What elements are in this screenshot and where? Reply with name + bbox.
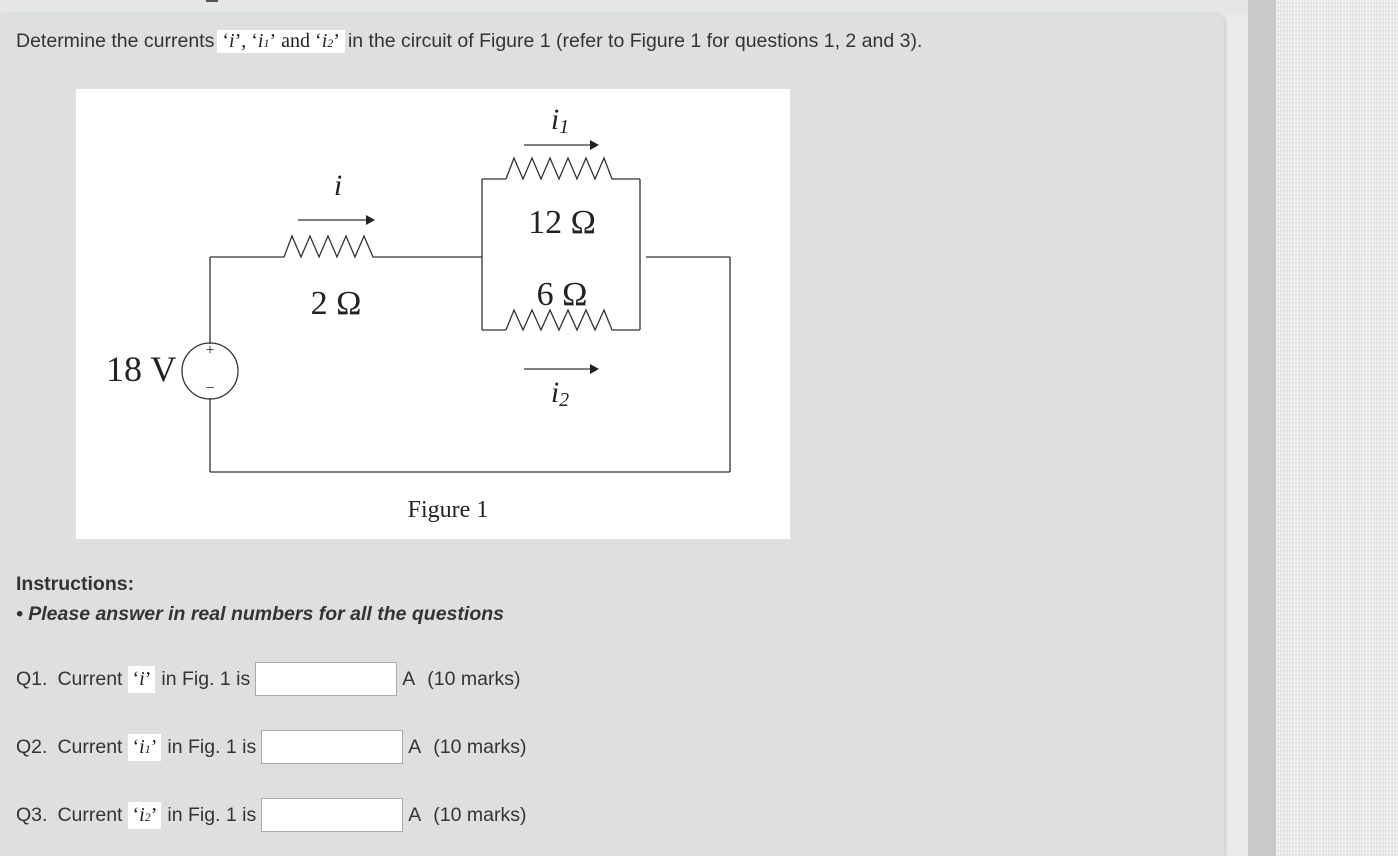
top-mark <box>206 0 218 2</box>
unit-label: A <box>408 735 422 758</box>
question-number: Q2. <box>16 735 48 758</box>
intro-after: in the circuit of Figure 1 (refer to Figure 1 for questions 1, 2 and 3). <box>347 30 923 52</box>
source-minus: − <box>205 380 215 397</box>
question-number: Q1. <box>16 667 48 690</box>
intro-before: Determine the currents <box>16 30 215 52</box>
current-i1-label: i1 <box>550 103 570 138</box>
source-plus: + <box>205 342 215 359</box>
page-gutter <box>1248 0 1276 856</box>
question-variable: ‘ i 2 ’ <box>128 802 161 829</box>
circuit-diagram <box>76 89 790 539</box>
question-prefix: Current <box>57 735 123 758</box>
question-text <box>16 30 922 53</box>
variable-highlight: ‘ i ’, ‘ i 1 ’ and ‘ i 2 ’ <box>217 30 345 53</box>
question-number: Q3. <box>16 803 48 826</box>
top-strip <box>0 0 1248 14</box>
arrow-i-head <box>366 215 375 225</box>
question-variable: ‘ i 1 ’ <box>128 734 161 761</box>
question-suffix: in Fig. 1 is <box>167 803 257 826</box>
question-suffix: in Fig. 1 is <box>161 667 251 690</box>
r-bottom-label: 6 Ω <box>536 276 588 313</box>
question-var-sub: 1 <box>144 741 151 756</box>
question-suffix: in Fig. 1 is <box>167 735 257 758</box>
arrow-i2-head <box>590 364 599 374</box>
question-row-1 <box>16 662 520 696</box>
var-i2: i <box>321 30 328 52</box>
current-i-label: i <box>333 169 343 202</box>
unit-label: A <box>402 667 416 690</box>
circuit-figure <box>76 89 790 539</box>
unit-label: A <box>408 803 422 826</box>
question-var: i <box>139 803 145 826</box>
instructions-bullet: • Please answer in real numbers for all the questions <box>16 603 504 625</box>
marks-label: (10 marks) <box>433 803 527 826</box>
source-label: 18 V <box>106 349 177 389</box>
var-i2-sub: 2 <box>327 36 334 50</box>
arrow-i1-head <box>590 140 599 150</box>
question-row-3 <box>16 798 526 832</box>
current-i2-label: i2 <box>550 376 570 411</box>
resistor-6ohm <box>506 310 640 330</box>
resistor-2ohm <box>278 236 394 257</box>
figure-caption: Figure 1 <box>407 497 489 523</box>
marks-label: (10 marks) <box>427 667 521 690</box>
resistor-12ohm <box>506 158 640 179</box>
and-word: and <box>281 30 311 52</box>
question-var-sub: 2 <box>144 809 151 824</box>
instructions-heading: Instructions: <box>16 573 135 595</box>
var-i1-sub: 1 <box>263 36 270 50</box>
question-var: i <box>139 667 145 690</box>
r-series-label: 2 Ω <box>310 285 362 322</box>
var-i: i <box>229 30 235 52</box>
answer-input-q1[interactable] <box>255 662 397 696</box>
var-i1: i <box>257 30 264 52</box>
right-sidebar <box>1276 0 1398 856</box>
question-prefix: Current <box>57 667 123 690</box>
question-var: i <box>139 735 145 758</box>
marks-label: (10 marks) <box>433 735 527 758</box>
r-top-label: 12 Ω <box>528 204 596 241</box>
question-row-2 <box>16 730 526 764</box>
answer-input-q3[interactable] <box>261 798 403 832</box>
question-prefix: Current <box>57 803 123 826</box>
question-variable: ‘ i ’ <box>128 666 155 693</box>
answer-input-q2[interactable] <box>261 730 403 764</box>
